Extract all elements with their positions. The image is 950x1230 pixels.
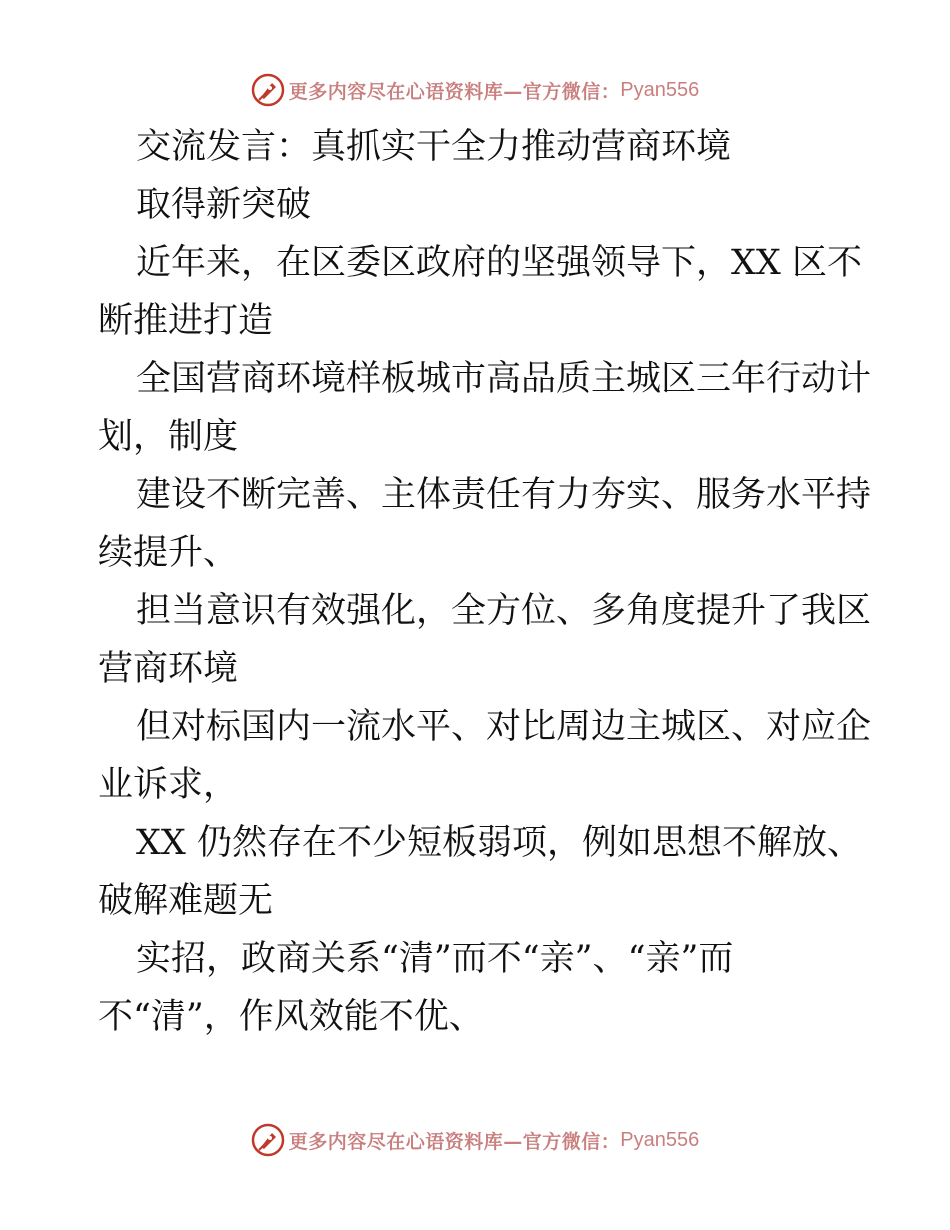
pen-nib-logo-icon [251, 1123, 285, 1157]
paragraph-line: 断推进打造 [98, 301, 274, 341]
paragraph-line: 实招，政商关系“清”而不“亲”、“亲”而 [136, 939, 734, 979]
header-banner [0, 70, 950, 110]
paragraph-line: 破解难题无 [98, 881, 274, 921]
paragraph-line: 全国营商环境样板城市高品质主城区三年行动计 [136, 359, 872, 399]
footer-banner-code: Pyan556 [620, 1128, 700, 1151]
paragraph-line: 担当意识有效强化，全方位、多角度提升了我区 [136, 591, 872, 631]
paragraph-line: 近年来，在区委区政府的坚强领导下，XX 区不 [136, 243, 862, 283]
footer-banner-text: 更多内容尽在心语资料库—官方微信： [288, 1130, 621, 1153]
title-line-1: 交流发言：真抓实干全力推动营商环境 [136, 127, 732, 167]
paragraph-line: 业诉求， [98, 765, 239, 805]
paragraph-line: 营商环境 [98, 649, 239, 689]
paragraph-line: 不“清”，作风效能不优、 [98, 997, 484, 1037]
title-line-2: 取得新突破 [136, 185, 312, 225]
paragraph-line: XX 仍然存在不少短板弱项，例如思想不解放、 [136, 823, 862, 863]
header-banner-text: 更多内容尽在心语资料库—官方微信： [288, 80, 621, 103]
pen-nib-logo-icon [251, 73, 285, 107]
paragraph-line: 建设不断完善、主体责任有力夯实、服务水平持 [136, 475, 872, 515]
header-banner-code: Pyan556 [620, 78, 700, 101]
paragraph-line: 划，制度 [98, 417, 239, 457]
paragraph-line: 但对标国内一流水平、对比周边主城区、对应企 [136, 707, 872, 747]
footer-banner [0, 1120, 950, 1160]
paragraph-line: 续提升、 [98, 533, 239, 573]
document-body [98, 118, 872, 1046]
